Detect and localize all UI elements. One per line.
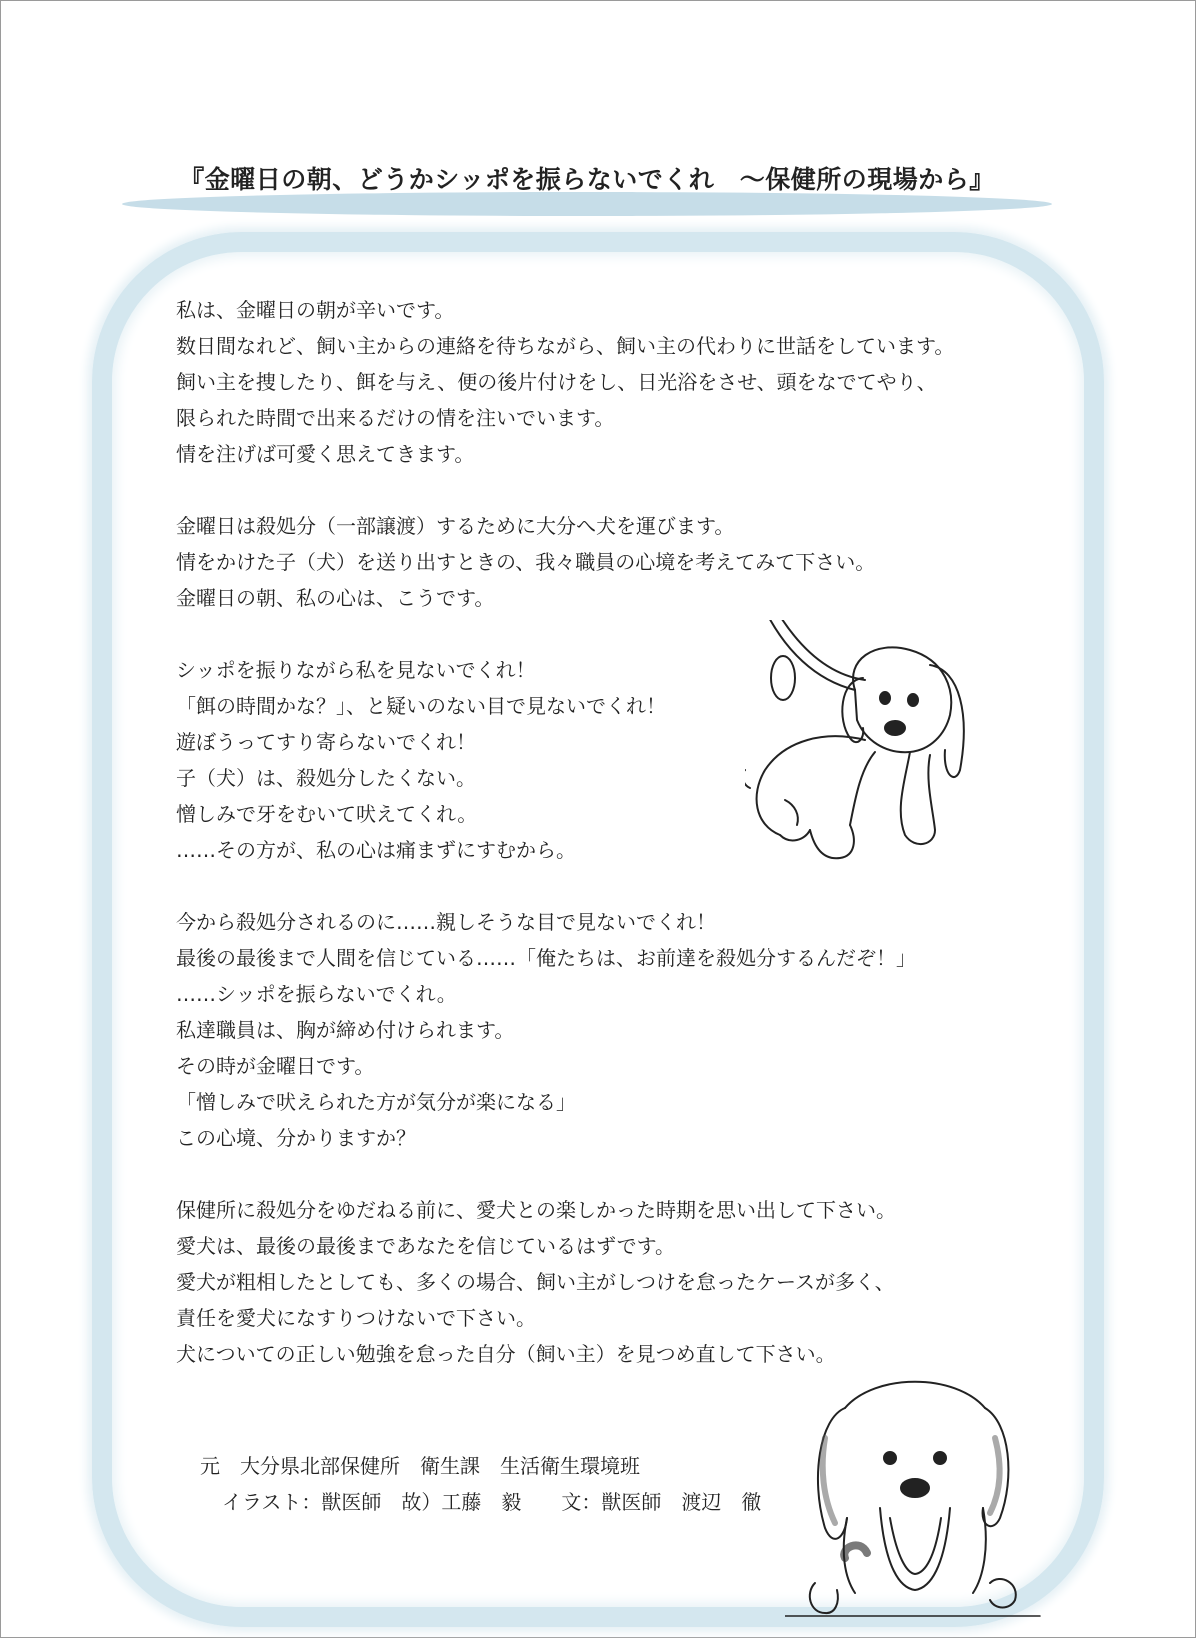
dog-at-fence-illustration	[785, 1378, 1080, 1633]
paragraph-gap	[176, 472, 1056, 508]
text-line: ……その方が、私の心は痛まずにすむから。	[176, 838, 576, 862]
text-line: 犬についての正しい勉強を怠った自分（飼い主）を見つめ直して下さい。	[176, 1342, 836, 1366]
text-line: 子（犬）は、殺処分したくない。	[176, 766, 476, 790]
text-line: 憎しみで牙をむいて吠えてくれ。	[176, 802, 478, 826]
text-line: 数日間なれど、飼い主からの連絡を待ちながら、飼い主の代わりに世話をしています。	[176, 334, 955, 358]
text-line: その時が金曜日です。	[176, 1054, 375, 1078]
text-line: 責任を愛犬になすりつけないで下さい。	[176, 1306, 536, 1330]
text-line: 「憎しみで吠えられた方が気分が楽になる」	[176, 1090, 576, 1114]
title-banner	[122, 160, 1052, 216]
text-line: 金曜日の朝、私の心は、こうです。	[176, 586, 495, 610]
text-line: 「餌の時間かな？」、と疑いのない目で見ないでくれ！	[176, 694, 666, 718]
text-line: 私達職員は、胸が締め付けられます。	[176, 1018, 515, 1042]
text-line: 愛犬が粗相したとしても、多くの場合、飼い主がしつけを怠ったケースが多く、	[176, 1270, 895, 1294]
text-line: 今から殺処分されるのに……親しそうな目で見ないでくれ！	[176, 910, 716, 934]
text-line: ……シッポを振らないでくれ。	[176, 982, 457, 1006]
text-line: シッポを振りながら私を見ないでくれ！	[176, 658, 536, 682]
signature-block	[200, 1448, 761, 1520]
puppy-on-leash-illustration	[745, 620, 1015, 890]
text-line: 情を注げば可愛く思えてきます。	[176, 442, 475, 466]
text-line: 情をかけた子（犬）を送り出すときの、我々職員の心境を考えてみて下さい。	[176, 550, 876, 574]
text-line: この心境、分かりますか？	[176, 1126, 416, 1150]
text-line: 私は、金曜日の朝が辛いです。	[176, 298, 455, 322]
text-line: 飼い主を捜したり、餌を与え、便の後片付けをし、日光浴をさせ、頭をなでてやり、	[176, 370, 937, 394]
signature-credits: イラスト：獣医師 故）工藤 毅 文：獣医師 渡辺 徹	[222, 1490, 762, 1514]
paragraph-gap	[176, 1156, 1056, 1192]
page-title: 『金曜日の朝、どうかシッポを振らないでくれ ～保健所の現場から』	[179, 165, 995, 194]
text-line: 金曜日は殺処分（一部譲渡）するために大分へ犬を運びます。	[176, 514, 735, 538]
signature-org: 元 大分県北部保健所 衛生課 生活衛生環境班	[200, 1454, 640, 1478]
text-line: 遊ぼうってすり寄らないでくれ！	[176, 730, 476, 754]
text-line: 限られた時間で出来るだけの情を注いでいます。	[176, 406, 615, 430]
text-line: 保健所に殺処分をゆだねる前に、愛犬との楽しかった時期を思い出して下さい。	[176, 1198, 896, 1222]
text-line: 最後の最後まで人間を信じている……「俺たちは、お前達を殺処分するんだぞ！」	[176, 946, 916, 970]
text-line: 愛犬は、最後の最後まであなたを信じているはずです。	[176, 1234, 675, 1258]
